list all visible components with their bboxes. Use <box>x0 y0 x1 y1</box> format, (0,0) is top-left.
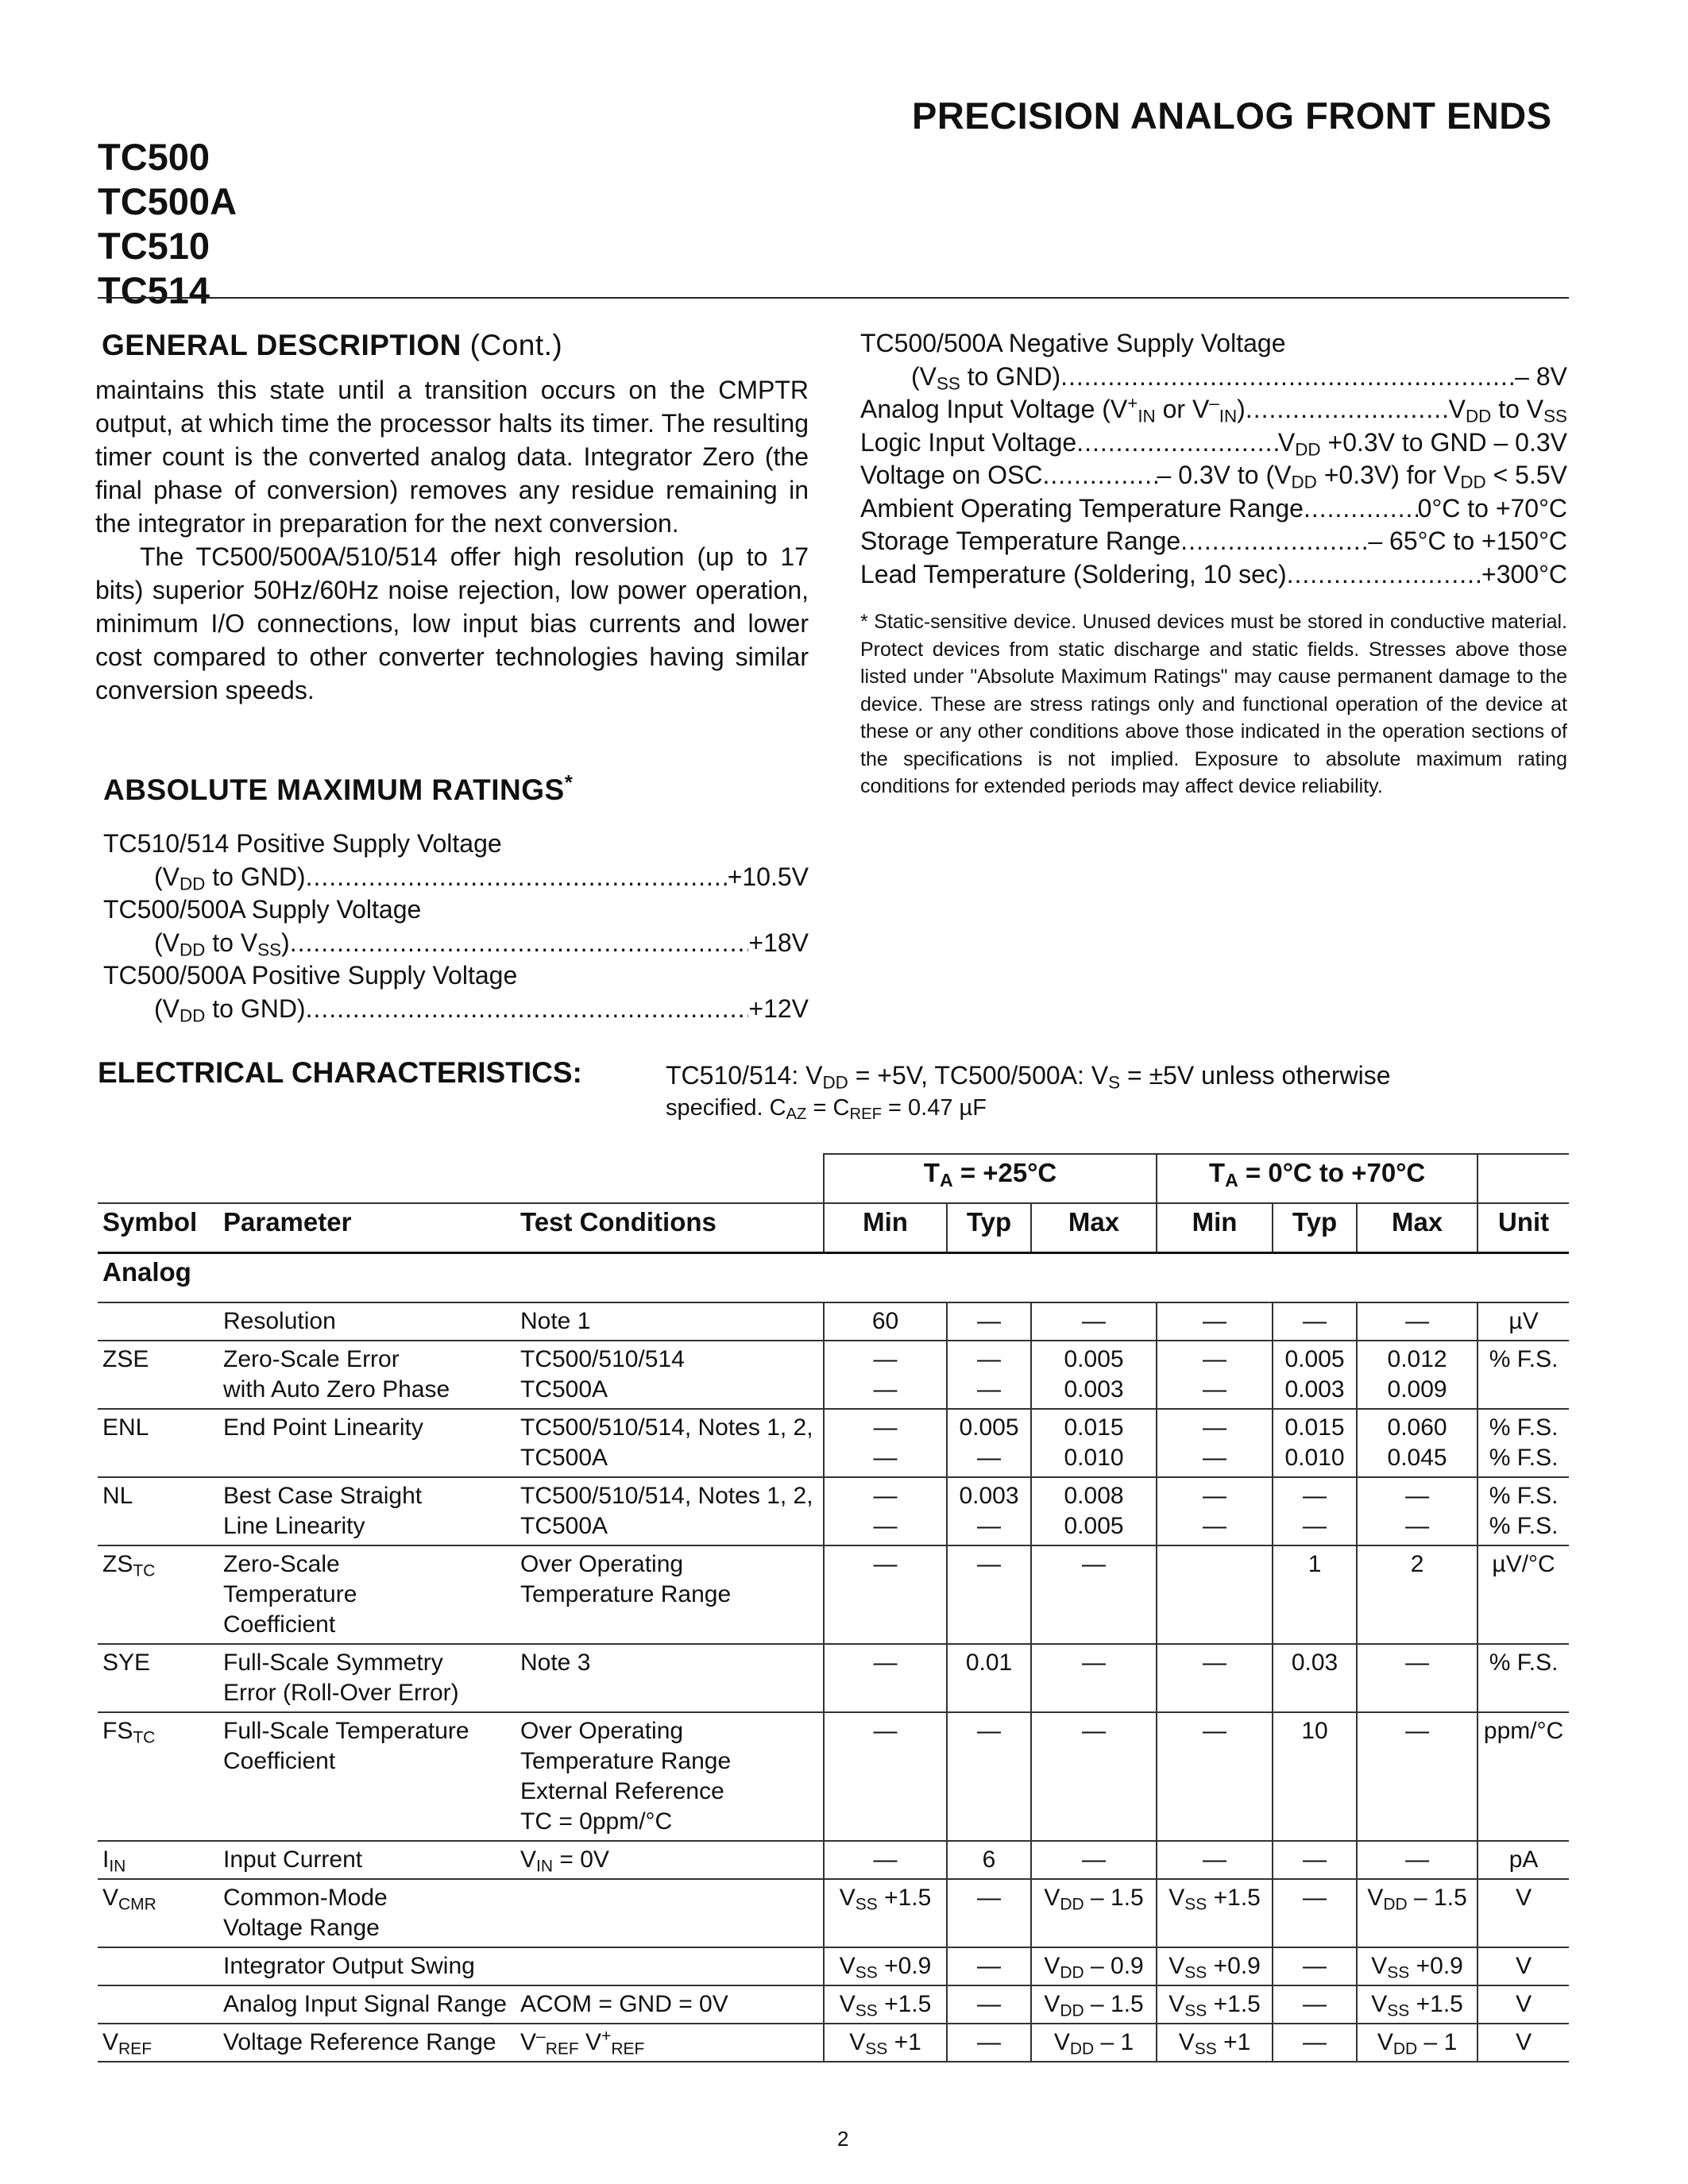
cell-value: $V_{SS} +1$ <box>1157 2024 1273 2062</box>
cell-value: — <box>824 1545 947 1644</box>
cell-test-conditions: TC500/510/514, Notes 1, 2, TC500A <box>516 1477 824 1545</box>
table-row <box>98 1879 1569 1947</box>
cell-value: $V_{SS} +1$ <box>824 2024 947 2062</box>
cell-parameter: Full-Scale Temperature Coefficient <box>218 1712 516 1841</box>
cell-value: — — <box>1357 1477 1477 1545</box>
cell-test-conditions: Note 3 <box>516 1644 824 1712</box>
cell-value: — — <box>824 1477 947 1545</box>
cell-value: — <box>947 2024 1031 2062</box>
cell-value: 0.005 0.003 <box>1273 1341 1357 1409</box>
cell-parameter: Best Case Straight Line Linearity <box>218 1477 516 1545</box>
cell-value: $V_{DD} - 1.5$ <box>1031 1985 1157 2024</box>
cell-unit: V <box>1477 1947 1569 1985</box>
cell-value: — <box>1273 1879 1357 1947</box>
cell-value: $V_{SS} +1.5$ <box>1357 1985 1477 2024</box>
cell-value: 60 <box>824 1302 947 1341</box>
cell-symbol <box>98 1302 218 1341</box>
cell-unit: ppm/°C <box>1477 1712 1569 1841</box>
cell-value: $V_{SS} +0.9$ <box>824 1947 947 1985</box>
table-row <box>98 1841 1569 1879</box>
cell-parameter: Input Current <box>218 1841 516 1879</box>
cell-value: — — <box>947 1341 1031 1409</box>
cell-value: — <box>1031 1841 1157 1879</box>
part-number: TC500A <box>98 180 238 222</box>
cell-value: — <box>1357 1644 1477 1712</box>
column-header: Symbol <box>98 1203 218 1253</box>
ec-conditions: TC510/514: $V_{DD} = +5V$, TC500/500A: $V_S = \pm 5V$ unless otherwise specified. $C_{AZ} = C_{REF} = 0.47$ µF <box>666 1061 1391 1124</box>
cell-value: 0.03 <box>1273 1644 1357 1712</box>
column-header: Max <box>1031 1203 1157 1253</box>
cell-parameter: Zero-Scale Temperature Coefficient <box>218 1545 516 1644</box>
cell-value: — — <box>1157 1341 1273 1409</box>
cell-value: 0.003 — <box>947 1477 1031 1545</box>
cell-parameter: Common-Mode Voltage Range <box>218 1879 516 1947</box>
cell-value: — <box>824 1841 947 1879</box>
cell-value: — <box>947 1985 1031 2024</box>
cell-value: — <box>947 1302 1031 1341</box>
cell-value: $V_{SS} +1.5$ <box>1157 1985 1273 2024</box>
rating-row: Lead Temperature (Soldering, 10 sec) ..... +300°C <box>860 558 1567 592</box>
cell-unit: V <box>1477 1985 1569 2024</box>
cell-symbol: $I_{IN}$ <box>98 1841 218 1879</box>
cell-value <box>1157 1545 1273 1644</box>
part-number: TC514 <box>98 269 211 311</box>
cell-value: — <box>1357 1302 1477 1341</box>
static-sensitive-note: * Static-sensitive device. Unused devices must be stored in conductive material. Protect devices from static discharge and static fields. Stresses above those listed under "Absolute Maximum Ratings" may cause permanent damage to the device. These are stress ratings only and functional operation of the device at these or any other conditions above those indicated in the operation sections of the specifications is not implied. Exposure to absolute maximum rating conditions for extended periods may affect device reliability. <box>860 611 1567 797</box>
cell-value: — <box>1273 1302 1357 1341</box>
cell-value: 0.005 — <box>947 1409 1031 1477</box>
cell-parameter: Full-Scale Symmetry Error (Roll-Over Error) <box>218 1644 516 1712</box>
cell-value: — <box>947 1545 1031 1644</box>
cell-symbol: NL <box>98 1477 218 1545</box>
table-row <box>98 1545 1569 1644</box>
cell-value: 0.008 0.005 <box>1031 1477 1157 1545</box>
column-header: Test Conditions <box>516 1203 824 1253</box>
part-number: TC510 <box>98 225 211 267</box>
cell-value: — — <box>824 1409 947 1477</box>
cell-symbol <box>98 1947 218 1985</box>
rating-row: Logic Input Voltage ..... $V_{DD} +0.3V$ to GND – 0.3V <box>860 426 1567 460</box>
table-row <box>98 1985 1569 2024</box>
cell-value: — <box>1031 1644 1157 1712</box>
general-description-text <box>95 373 809 707</box>
cell-value: — <box>1357 1841 1477 1879</box>
cell-value: 2 <box>1357 1545 1477 1644</box>
cell-value: $V_{SS} +0.9$ <box>1157 1947 1273 1985</box>
cell-value: — — <box>824 1341 947 1409</box>
table-row <box>98 1477 1569 1545</box>
cell-value: — <box>1031 1545 1157 1644</box>
cell-value: — <box>947 1947 1031 1985</box>
cell-parameter: Voltage Reference Range <box>218 2024 516 2062</box>
paragraph: The TC500/500A/510/514 offer high resolution (up to 17 bits) superior 50Hz/60Hz noise rejection, low power operation, minimum I/O connections, low input bias currents and lower cost compared to other converter technologies having similar conversion speeds. <box>95 542 809 704</box>
table-row <box>98 1644 1569 1712</box>
cell-parameter: Analog Input Signal Range <box>218 1985 516 2024</box>
cell-value: 1 <box>1273 1545 1357 1644</box>
cell-value: 0.01 <box>947 1644 1031 1712</box>
rating-row: Ambient Operating Temperature Range ..... 0°C to +70°C <box>860 492 1567 526</box>
amr-list-left <box>103 828 809 1025</box>
rating-label: TC510/514 Positive Supply Voltage <box>103 829 502 858</box>
cell-unit: % F.S. <box>1477 1341 1569 1409</box>
header-rule <box>98 297 1569 299</box>
cell-value: — <box>1157 1644 1273 1712</box>
category-label: Analog <box>98 1253 1569 1303</box>
table-row <box>98 1302 1569 1341</box>
cell-value: — <box>1273 1841 1357 1879</box>
column-header: Max <box>1357 1203 1477 1253</box>
cell-value: — — <box>1157 1409 1273 1477</box>
cell-unit: % F.S. % F.S. <box>1477 1409 1569 1477</box>
cell-value: $V_{DD} - 1$ <box>1031 2024 1157 2062</box>
cell-symbol: ENL <box>98 1409 218 1477</box>
group-header-0-70c: $T_A = 0^\circ C$ to +70°C <box>1157 1154 1477 1203</box>
cell-value: 6 <box>947 1841 1031 1879</box>
cell-unit: % F.S. % F.S. <box>1477 1477 1569 1545</box>
cell-symbol: ZSE <box>98 1341 218 1409</box>
part-number: TC500 <box>98 136 211 178</box>
cell-value: $V_{SS} +1.5$ <box>824 1879 947 1947</box>
cell-value: — <box>947 1712 1031 1841</box>
rating-row: ($V_{SS}$ to GND) ..... – 8V <box>860 361 1567 394</box>
cell-value: — <box>1273 1947 1357 1985</box>
cell-value: $V_{DD} - 0.9$ <box>1031 1947 1157 1985</box>
rating-row: ($V_{DD}$ to GND) ..... +10.5V <box>103 861 809 894</box>
cell-unit: pA <box>1477 1841 1569 1879</box>
cell-parameter: End Point Linearity <box>218 1409 516 1477</box>
ec-heading: ELECTRICAL CHARACTERISTICS: <box>98 1056 582 1089</box>
column-header: Typ <box>947 1203 1031 1253</box>
cell-parameter: Zero-Scale Error with Auto Zero Phase <box>218 1341 516 1409</box>
cell-value: — <box>1157 1841 1273 1879</box>
cell-unit: V <box>1477 2024 1569 2062</box>
cell-value: — <box>947 1879 1031 1947</box>
rating-row: Voltage on OSC ..... – 0.3V to $(V_{DD} +0.3V)$ for $V_{DD} < 5.5V$ <box>860 459 1567 492</box>
cell-value: — <box>1031 1302 1157 1341</box>
cell-test-conditions: TC500/510/514, Notes 1, 2, TC500A <box>516 1409 824 1477</box>
cell-value: — <box>1157 1712 1273 1841</box>
rating-row: Analog Input Voltage ($V^+_{IN}$ or $V^-_{IN}$) ..... $V_{DD}$ to $V_{SS}$ <box>860 393 1567 426</box>
column-header: Min <box>1157 1203 1273 1253</box>
cell-value: 0.060 0.045 <box>1357 1409 1477 1477</box>
cell-test-conditions <box>516 1879 824 1947</box>
page-number: 2 <box>837 2127 849 2151</box>
cell-value: — <box>824 1644 947 1712</box>
cell-value: — <box>1357 1712 1477 1841</box>
cell-test-conditions: Note 1 <box>516 1302 824 1341</box>
cell-unit: V <box>1477 1879 1569 1947</box>
cell-value: — <box>824 1712 947 1841</box>
cell-value: $V_{SS} +0.9$ <box>1357 1947 1477 1985</box>
cell-value: $V_{DD} - 1$ <box>1357 2024 1477 2062</box>
cell-value: 0.005 0.003 <box>1031 1341 1157 1409</box>
cell-value: 10 <box>1273 1712 1357 1841</box>
cell-symbol <box>98 1985 218 2024</box>
table-row <box>98 2024 1569 2062</box>
cell-parameter: Integrator Output Swing <box>218 1947 516 1985</box>
cell-unit: µV/°C <box>1477 1545 1569 1644</box>
running-header: PRECISION ANALOG FRONT ENDS <box>912 95 1552 137</box>
column-header: Min <box>824 1203 947 1253</box>
cell-test-conditions: $V_{IN} = 0V$ <box>516 1841 824 1879</box>
cell-value: 0.015 0.010 <box>1273 1409 1357 1477</box>
table-row <box>98 1712 1569 1841</box>
rating-label: TC500/500A Negative Supply Voltage <box>860 329 1286 357</box>
rating-row: Storage Temperature Range ..... – 65°C to +150°C <box>860 525 1567 558</box>
cell-value: — — <box>1157 1477 1273 1545</box>
rating-label: TC500/500A Supply Voltage <box>103 895 422 924</box>
general-description-heading: GENERAL DESCRIPTION (Cont.) <box>102 329 563 361</box>
cell-value: $V_{SS} +1.5$ <box>824 1985 947 2024</box>
cell-value: $V_{SS} +1.5$ <box>1157 1879 1273 1947</box>
cell-value: — <box>1273 1985 1357 2024</box>
cell-test-conditions: Over Operating Temperature Range <box>516 1545 824 1644</box>
cell-value: $V_{DD} - 1.5$ <box>1357 1879 1477 1947</box>
cell-value: — — <box>1273 1477 1357 1545</box>
cell-symbol: $V_{CMR}$ <box>98 1879 218 1947</box>
cell-symbol: $ZS_{TC}$ <box>98 1545 218 1644</box>
cell-value: 0.012 0.009 <box>1357 1341 1477 1409</box>
table-row <box>98 1341 1569 1409</box>
column-header: Unit <box>1477 1203 1569 1253</box>
cell-symbol: $FS_{TC}$ <box>98 1712 218 1841</box>
table-row <box>98 1409 1569 1477</box>
electrical-characteristics-table <box>98 1153 1569 2062</box>
column-header: Parameter <box>218 1203 516 1253</box>
rating-label: TC500/500A Positive Supply Voltage <box>103 961 518 990</box>
cell-symbol: $V_{REF}$ <box>98 2024 218 2062</box>
amr-list-right <box>860 327 1567 591</box>
cell-test-conditions: $V^-_{REF}$ $V^+_{REF}$ <box>516 2024 824 2062</box>
cell-value: — <box>1157 1302 1273 1341</box>
cell-value: — <box>1273 2024 1357 2062</box>
cell-test-conditions: Over Operating Temperature Range External Reference TC = 0ppm/°C <box>516 1712 824 1841</box>
cell-value: — <box>1031 1712 1157 1841</box>
cell-symbol: SYE <box>98 1644 218 1712</box>
cell-value: 0.015 0.010 <box>1031 1409 1157 1477</box>
cell-value: $V_{DD} - 1.5$ <box>1031 1879 1157 1947</box>
amr-heading: ABSOLUTE MAXIMUM RATINGS* <box>103 772 574 806</box>
rating-row: ($V_{DD}$ to $V_{SS}$) ..... +18V <box>103 927 809 960</box>
cell-test-conditions: TC500/510/514 TC500A <box>516 1341 824 1409</box>
cell-test-conditions: ACOM = GND = 0V <box>516 1985 824 2024</box>
table-row <box>98 1947 1569 1985</box>
column-header: Typ <box>1273 1203 1357 1253</box>
cell-test-conditions <box>516 1947 824 1985</box>
cell-unit: µV <box>1477 1302 1569 1341</box>
cell-parameter: Resolution <box>218 1302 516 1341</box>
group-header-25c: $T_A = +25^\circ C$ <box>824 1154 1157 1203</box>
rating-row: ($V_{DD}$ to GND) ..... +12V <box>103 993 809 1026</box>
cell-unit: % F.S. <box>1477 1644 1569 1712</box>
paragraph: maintains this state until a transition occurs on the CMPTR output, at which time the processor halts its timer. The resulting timer count is the converted analog data. Integrator Zero (the final phase of conversion) removes any residue remaining in the integrator in preparation for the next conversion. <box>95 376 809 538</box>
